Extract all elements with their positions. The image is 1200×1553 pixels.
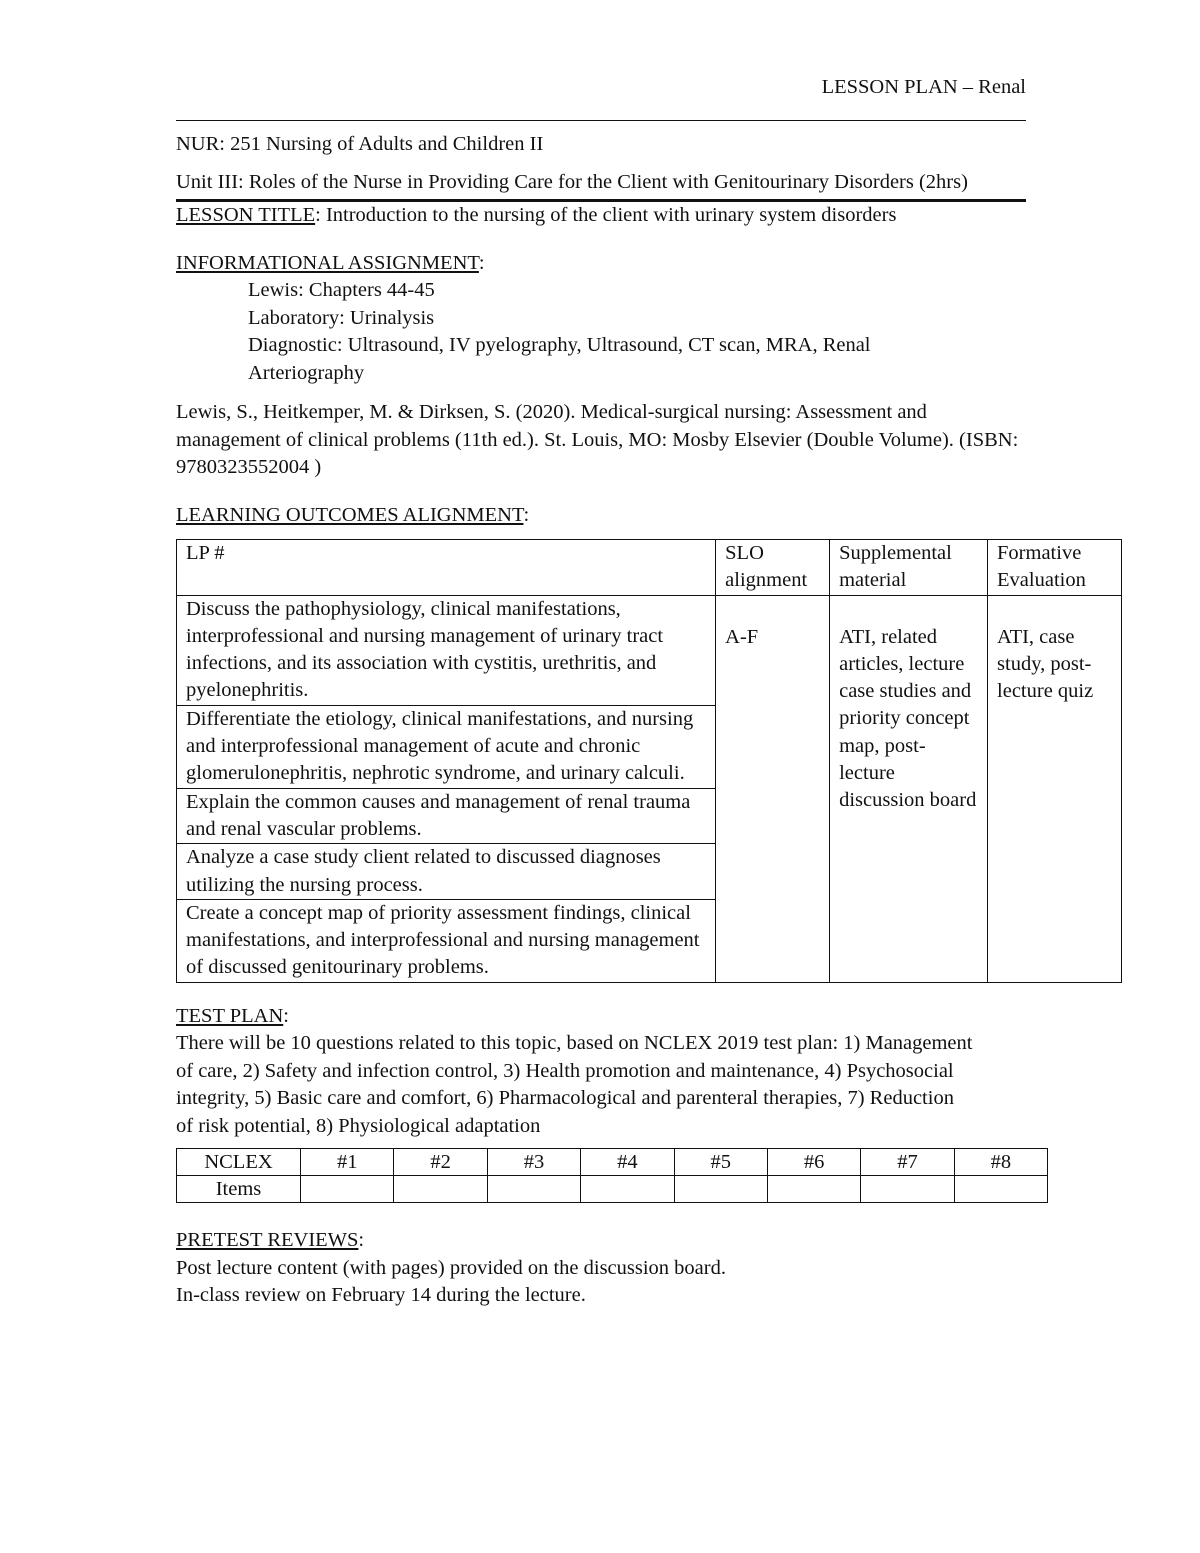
unit-title: Unit III: Roles of the Nurse in Providing Care for the Client with Genitourinary Disorders (2hrs) bbox=[176, 170, 968, 193]
table-row bbox=[177, 595, 1122, 705]
assignment-list bbox=[176, 277, 1026, 387]
test-plan-colon: : bbox=[283, 1004, 289, 1027]
nclex-header-cell: #2 bbox=[394, 1149, 487, 1176]
assignment-item: Laboratory: Urinalysis bbox=[248, 306, 435, 329]
outcome-cell: Create a concept map of priority assessment findings, clinical manifestations, and interprofessional and nursing management of discussed genitourinary problems. bbox=[177, 899, 716, 982]
learning-outcomes-colon: : bbox=[523, 503, 530, 526]
test-plan-heading bbox=[176, 1003, 1026, 1031]
pretest-heading bbox=[176, 1227, 1026, 1255]
nclex-header-cell: #5 bbox=[674, 1149, 767, 1176]
nclex-header-cell: #6 bbox=[767, 1149, 860, 1176]
informational-assignment-heading bbox=[176, 250, 1026, 278]
learning-outcomes-heading bbox=[176, 502, 1026, 530]
pretest-line: In-class review on February 14 during the lecture. bbox=[176, 1284, 586, 1307]
nclex-item-cell bbox=[767, 1176, 860, 1203]
informational-assignment-colon: : bbox=[478, 251, 485, 274]
outcome-cell: Explain the common causes and management of renal trauma and renal vascular problems. bbox=[177, 788, 716, 844]
nclex-header-cell: NCLEX bbox=[177, 1149, 301, 1176]
nclex-item-cell bbox=[487, 1176, 580, 1203]
nclex-item-cell bbox=[301, 1176, 394, 1203]
nclex-item-cell bbox=[861, 1176, 954, 1203]
assignment-item: Lewis: Chapters 44-45 bbox=[248, 279, 435, 301]
outcome-cell: Analyze a case study client related to discussed diagnoses utilizing the nursing process. bbox=[177, 844, 716, 900]
pretest-colon: : bbox=[358, 1229, 365, 1252]
table-header-row bbox=[177, 540, 1122, 596]
course-title: NUR: 251 Nursing of Adults and Children II bbox=[176, 133, 544, 155]
formative-cell: ATI, case study, post-lecture quiz bbox=[988, 595, 1122, 982]
test-plan-label: TEST PLAN bbox=[176, 1004, 284, 1027]
informational-assignment-label: INFORMATIONAL ASSIGNMENT bbox=[176, 251, 479, 274]
assignment-item: Diagnostic: Ultrasound, IV pyelography, Ultrasound, CT scan, MRA, Renal Arteriography bbox=[248, 334, 871, 384]
nclex-item-cell bbox=[954, 1176, 1047, 1203]
nclex-header-cell: #8 bbox=[954, 1149, 1047, 1176]
nclex-items-row bbox=[177, 1176, 1048, 1203]
nclex-item-cell bbox=[581, 1176, 674, 1203]
nclex-items-label: Items bbox=[177, 1176, 301, 1203]
supplemental-cell: ATI, related articles, lecture case studies and priority concept map, post-lecture discussion board bbox=[830, 595, 988, 982]
pretest-label: PRETEST REVIEWS bbox=[176, 1229, 359, 1252]
nclex-header-cell: #4 bbox=[581, 1149, 674, 1176]
outcome-cell: Discuss the pathophysiology, clinical manifestations, interprofessional and nursing management of urinary tract infections, and its association with cystitis, urethritis, and pyelonephritis. bbox=[177, 595, 716, 705]
lesson-title-label: LESSON TITLE bbox=[176, 204, 316, 226]
header-lp: LP # bbox=[177, 540, 716, 596]
reference-citation: Lewis, S., Heitkemper, M. & Dirksen, S. (2020). Medical-surgical nursing: Assessment and management of clinical problems (11th ed.). St. Louis, MO: Mosby Elsevier (Double Volume). (ISBN: 9780323552004 ) bbox=[176, 401, 1019, 478]
lesson-title-value: : Introduction to the nursing of the client with urinary system disorders bbox=[315, 204, 897, 226]
nclex-header-row bbox=[177, 1149, 1048, 1176]
nclex-header-cell: #3 bbox=[487, 1149, 580, 1176]
header-supplemental: Supplemental material bbox=[830, 540, 988, 596]
document-header-title: LESSON PLAN – Renal bbox=[821, 76, 1026, 98]
learning-outcomes-table bbox=[176, 539, 1122, 983]
lesson-plan-page bbox=[176, 72, 1094, 1310]
test-plan-text: There will be 10 questions related to this topic, based on NCLEX 2019 test plan: 1) Management of care, 2) Safety and infection control, 3) Health promotion and maintenance, 4) Psychosocial integrity, 5) Basic care and comfort, 6) Pharmacological and parenteral therapies, 7) Reduction of risk potential, 8) Physiological adaptation bbox=[176, 1032, 973, 1137]
lesson-title bbox=[176, 202, 1026, 230]
slo-cell: A-F bbox=[716, 595, 830, 982]
nclex-item-cell bbox=[674, 1176, 767, 1203]
nclex-table bbox=[176, 1148, 1048, 1203]
pretest-line: Post lecture content (with pages) provided on the discussion board. bbox=[176, 1256, 726, 1279]
nclex-header-cell: #7 bbox=[861, 1149, 954, 1176]
header-formative: Formative Evaluation bbox=[988, 540, 1122, 596]
outcome-cell: Differentiate the etiology, clinical manifestations, and nursing and interprofessional management of acute and chronic glomerulonephritis, nephrotic syndrome, and urinary calculi. bbox=[177, 705, 716, 788]
header-rule bbox=[176, 120, 1026, 121]
header-slo: SLO alignment bbox=[716, 540, 830, 596]
nclex-item-cell bbox=[394, 1176, 487, 1203]
learning-outcomes-label: LEARNING OUTCOMES ALIGNMENT bbox=[176, 503, 524, 526]
nclex-header-cell: #1 bbox=[301, 1149, 394, 1176]
